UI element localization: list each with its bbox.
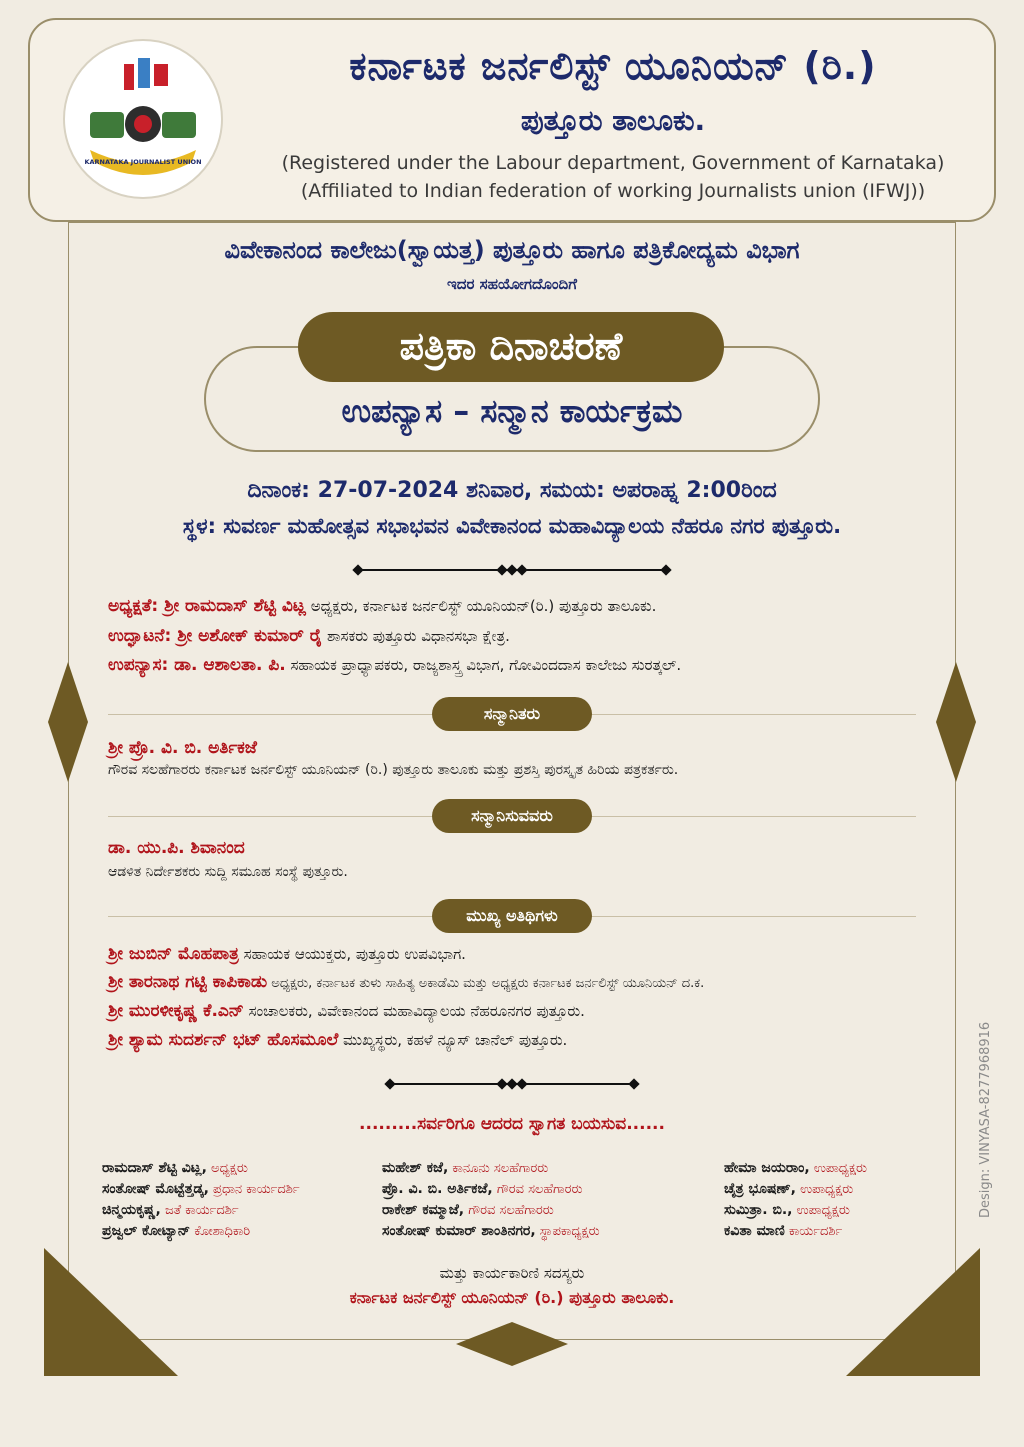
host-entry: ಕವಿತಾ ಮಾಣಿ ಕಾರ್ಯದರ್ಶಿ <box>724 1223 843 1239</box>
camera-right-icon <box>162 112 196 138</box>
bottom-center-diamond <box>456 1322 568 1366</box>
host-entry: ಮಹೇಶ್ ಕಜೆ, ಕಾನೂನು ಸಲಹೆಗಾರರು <box>382 1160 549 1176</box>
guest-name: ಶ್ರೀ ತಾರನಾಥ ಗಟ್ಟಿ ಕಾಪಿಕಾಡು <box>108 972 268 992</box>
union-title: ಕರ್ನಾಟಕ ಜರ್ನಲಿಸ್ಟ್ ಯೂನಿಯನ್ (ರಿ.) <box>349 44 877 88</box>
guest-row <box>108 1001 928 1021</box>
program-desc: ಅಧ್ಯಕ್ಷರು, ಕರ್ನಾಟಕ ಜರ್ನಲಿಸ್ಟ್ ಯೂನಿಯನ್(ರಿ.) ಪುತ್ತೂರು ತಾಲೂಕು. <box>305 597 657 615</box>
design-credit: Design: VINYASA-8277968916 <box>978 1021 993 1218</box>
guest-desc: ಸಂಚಾಲಕರು, ವಿವೇಕಾನಂದ ಮಹಾವಿದ್ಯಾಲಯ ನೆಹರೂನಗರ ಪುತ್ತೂರು. <box>243 1002 585 1020</box>
guest-row <box>108 944 928 964</box>
host-entry: ಪ್ರಜ್ವಲ್ ಕೋಟ್ಯಾನ್ ಕೋಶಾಧಿಕಾರಿ <box>102 1223 251 1239</box>
program-desc: ಶಾಸಕರು ಪುತ್ತೂರು ವಿಧಾನಸಭಾ ಕ್ಷೇತ್ರ. <box>322 627 510 645</box>
closing-line-1: ಮತ್ತು ಕಾರ್ಯಕಾರಿಣಿ ಸದಸ್ಯರು <box>439 1264 585 1282</box>
host-entry: ಸಂತೋಷ್ ಕುಮಾರ್ ಶಾಂತಿನಗರ, ಸ್ಥಾಪಕಾಧ್ಯಕ್ಷರು <box>382 1223 600 1239</box>
host-entry: ರಾಕೇಶ್ ಕಮ್ಮಾಜೆ, ಗೌರವ ಸಲಹೆಗಾರರು <box>382 1202 554 1218</box>
hosts-column-3 <box>724 1158 867 1242</box>
program-row-inauguration <box>108 626 928 646</box>
program-role: ಅಧ್ಯಕ್ಷತೆ: ಶ್ರೀ ರಾಮದಾಸ್ ಶೆಟ್ಟಿ ವಿಟ್ಲ <box>108 596 306 616</box>
program-role: ಉದ್ಘಾಟನೆ: ಶ್ರೀ ಅಶೋಕ್ ಕುಮಾರ್ ರೈ <box>108 626 323 646</box>
hosts-column-1 <box>102 1158 300 1242</box>
guest-desc: ಅಧ್ಯಕ್ಷರು, ಕರ್ನಾಟಕ ತುಳು ಸಾಹಿತ್ಯ ಅಕಾಡೆಮಿ ಮತ್ತು ಅಧ್ಯಕ್ಷರು ಕರ್ನಾಟಕ ಜರ್ನಲಿಸ್ಟ್ ಯೂನಿಯನ್ ದ.ಕ. <box>267 976 705 991</box>
taluk-title: ಪುತ್ತೂರು ತಾಲೂಕು. <box>520 104 706 137</box>
microphone-icon <box>124 64 134 90</box>
right-diamond <box>936 662 976 782</box>
guest-row <box>108 1030 928 1050</box>
registered-note: (Registered under the Labour department, Government of Karnataka) <box>281 152 945 174</box>
guest-desc: ಸಹಾಯಕ ಆಯುಕ್ತರು, ಪುತ್ತೂರು ಉಪವಿಭಾಗ. <box>238 945 466 963</box>
camera-left-icon <box>90 112 124 138</box>
guest-name: ಶ್ರೀ ಜುಬಿನ್ ಮೊಹಪಾತ್ರ <box>108 944 239 964</box>
event-title: ಪತ್ರಿಕಾ ದಿನಾಚರಣೆ <box>298 312 724 382</box>
phone-icon <box>154 64 168 86</box>
host-entry: ರಾಮದಾಸ್ ಶೆಟ್ಟಿ ವಿಟ್ಲ, ಅಧ್ಯಕ್ಷರು <box>102 1160 248 1176</box>
left-diamond <box>48 662 88 782</box>
hosts-column-2 <box>382 1158 600 1242</box>
fist-icon <box>138 58 150 88</box>
guest-name: ಶ್ರೀ ಮುರಳೀಕೃಷ್ಣ ಕೆ.ಎನ್ <box>108 1001 244 1021</box>
honoree-name: ಶ್ರೀ ಪ್ರೊ. ವಿ. ಬಿ. ಅರ್ತಿಕಜೆ <box>108 738 257 758</box>
venue-line: ಸ್ಥಳ: ಸುವರ್ಣ ಮಹೋತ್ಸವ ಸಭಾಭವನ ವಿವೇಕಾನಂದ ಮಹಾವಿದ್ಯಾಲಯ ನೆಹರೂ ನಗರ ಪುತ್ತೂರು. <box>182 514 842 538</box>
felicitator-name: ಡಾ. ಯು.ಪಿ. ಶಿವಾನಂದ <box>108 838 245 858</box>
program-row-president <box>108 596 928 616</box>
program-desc: ಸಹಾಯಕ ಪ್ರಾಧ್ಯಾಪಕರು, ರಾಜ್ಯಶಾಸ್ತ್ರ ವಿಭಾಗ, ಗೋವಿಂದದಾಸ ಕಾಲೇಜು ಸುರತ್ಕಲ್. <box>285 656 682 674</box>
honoree-desc: ಗೌರವ ಸಲಹೆಗಾರರು ಕರ್ನಾಟಕ ಜರ್ನಲಿಸ್ಟ್ ಯೂನಿಯನ್ (ರಿ.) ಪುತ್ತೂರು ತಾಲೂಕು ಮತ್ತು ಪ್ರಶಸ್ತಿ ಪುರಸ್ಕೃತ ಹಿರಿಯ ಪತ್ರಕರ್ತರು. <box>108 762 679 778</box>
host-entry: ಪ್ರೊ. ವಿ. ಬಿ. ಅರ್ತಿಕಜೆ, ಗೌರವ ಸಲಹೆಗಾರರು <box>382 1181 583 1197</box>
date-time-line: ದಿನಾಂಕ: 27-07-2024 ಶನಿವಾರ, ಸಮಯ: ಅಪರಾಹ್ನ 2:00ರಿಂದ <box>247 478 777 503</box>
guest-name: ಶ್ರೀ ಶ್ಯಾಮ ಸುದರ್ಶನ್ ಭಟ್ ಹೊಸಮೂಲೆ <box>108 1030 339 1050</box>
union-logo <box>62 38 224 200</box>
collaborator-sub: ಇದರ ಸಹಯೋಗದೊಂದಿಗೆ <box>447 275 577 293</box>
program-role: ಉಪನ್ಯಾಸ: ಡಾ. ಆಶಾಲತಾ. ಪಿ. <box>108 655 286 675</box>
felicitator-heading: ಸನ್ಮಾನಿಸುವವರು <box>432 799 592 833</box>
honoree-heading: ಸನ್ಮಾನಿತರು <box>432 697 592 731</box>
welcome-line: .........ಸರ್ವರಿಗೂ ಆದರದ ಸ್ವಾಗತ ಬಯಸುವ...... <box>359 1114 665 1134</box>
collaborator-line: ವಿವೇಕಾನಂದ ಕಾಲೇಜು(ಸ್ವಾಯತ್ತ) ಪುತ್ತೂರು ಹಾಗೂ ಪತ್ರಿಕೋದ್ಯಮ ವಿಭಾಗ <box>224 236 800 264</box>
host-entry: ಚೈತ್ರ ಭೂಷಣ್, ಉಪಾಧ್ಯಕ್ಷರು <box>724 1181 854 1197</box>
closing-line-2: ಕರ್ನಾಟಕ ಜರ್ನಲಿಸ್ಟ್ ಯೂನಿಯನ್ (ರಿ.) ಪುತ್ತೂರು ತಾಲೂಕು. <box>349 1288 675 1307</box>
host-entry: ಹೇಮಾ ಜಯರಾಂ, ಉಪಾಧ್ಯಕ್ಷರು <box>724 1160 868 1176</box>
affiliated-note: (Affiliated to Indian federation of working Journalists union (IFWJ)) <box>300 180 926 202</box>
event-subtitle: ಉಪನ್ಯಾಸ – ಸನ್ಮಾನ ಕಾರ್ಯಕ್ರಮ <box>341 392 683 430</box>
host-entry: ಸುಮಿತ್ರಾ. ಬಿ., ಉಪಾಧ್ಯಕ್ಷರು <box>724 1202 850 1218</box>
felicitator-desc: ಆಡಳಿತ ನಿರ್ದೇಶಕರು ಸುದ್ದಿ ಸಮೂಹ ಸಂಸ್ಥೆ ಪುತ್ತೂರು. <box>108 864 348 880</box>
guest-row <box>108 972 928 992</box>
host-entry: ಸಂತೋಷ್ ಮೊಟ್ಟೆತ್ತಡ್ಕ, ಪ್ರಧಾನ ಕಾರ್ಯದರ್ಶಿ <box>102 1181 300 1197</box>
guest-desc: ಮುಖ್ಯಸ್ಥರು, ಕಹಳೆ ನ್ಯೂಸ್ ಚಾನೆಲ್ ಪುತ್ತೂರು. <box>338 1031 568 1049</box>
host-entry: ಚಿನ್ಮಯಕೃಷ್ಣ, ಜತೆ ಕಾರ್ಯದರ್ಶಿ <box>102 1202 239 1218</box>
guests-heading: ಮುಖ್ಯ ಅತಿಥಿಗಳು <box>432 899 592 933</box>
program-row-lecture <box>108 655 928 675</box>
logo-text: KARNATAKA JOURNALIST UNION <box>84 158 202 166</box>
